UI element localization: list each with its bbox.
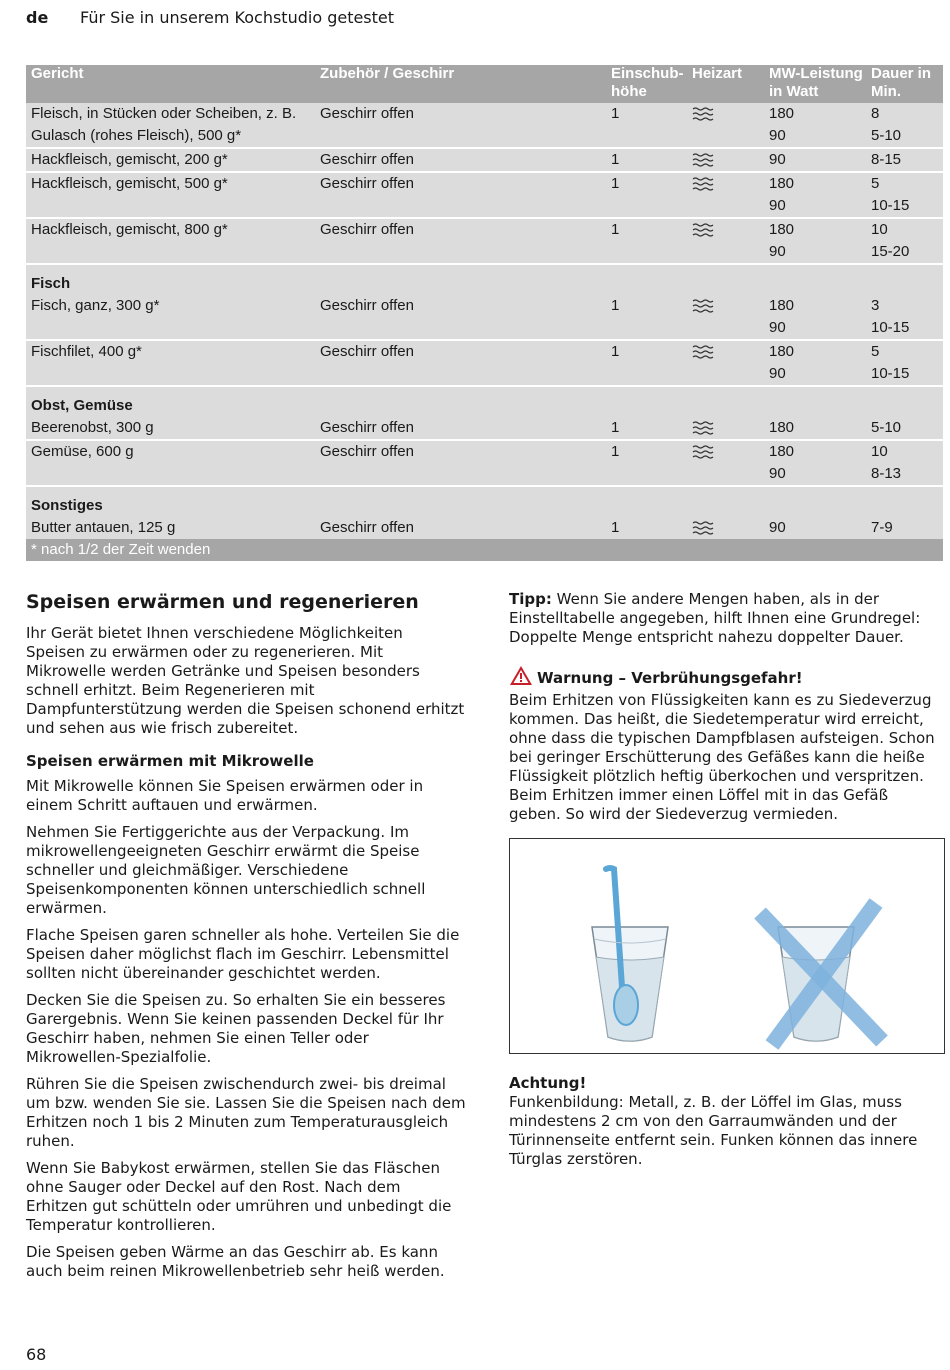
accessory-cell: Geschirr offen xyxy=(320,519,414,536)
duration-cell: 8-15 xyxy=(871,151,902,168)
table-row xyxy=(26,217,943,263)
microwave-waves-icon xyxy=(692,421,714,435)
accessory-cell: Geschirr offen xyxy=(320,175,414,192)
microwave-waves-icon xyxy=(692,107,714,121)
shelf-cell: 1 xyxy=(611,175,620,192)
table-row-line xyxy=(26,219,943,241)
body-paragraph: Rühren Sie die Speisen zwischendurch zwei- bis dreimal um bzw. wenden Sie sie. Lassen Sie die Speisen nach dem Erhitzen noch 1 bis 2 Minuten zum Temperaturausgleich ruhen. xyxy=(26,1075,466,1150)
section-heading: Speisen erwärmen und regenerieren xyxy=(26,591,419,613)
duration-cell: 10-15 xyxy=(871,319,910,336)
warning-heading xyxy=(509,665,943,691)
table-row xyxy=(26,517,943,539)
col-heat: Heizart xyxy=(692,65,743,82)
page-number: 68 xyxy=(26,1345,47,1364)
dish-cell: Hackfleisch, gemischt, 200 g* xyxy=(31,151,228,168)
page-header xyxy=(26,8,395,27)
duration-cell: 10 xyxy=(871,221,888,238)
section-title: Fisch xyxy=(31,275,71,292)
paragraph-list xyxy=(26,777,466,1281)
mw-cell: 180 xyxy=(769,419,795,436)
accessory-cell: Geschirr offen xyxy=(320,343,414,360)
mw-cell: 180 xyxy=(769,343,795,360)
microwave-waves-icon xyxy=(692,445,714,459)
mw-cell: 90 xyxy=(769,243,786,260)
shelf-cell: 1 xyxy=(611,443,620,460)
table-row xyxy=(26,339,943,385)
warning-triangle-icon xyxy=(509,665,533,691)
table-row xyxy=(26,103,943,147)
dish-cell: Hackfleisch, gemischt, 500 g* xyxy=(31,175,228,192)
col-dish: Gericht xyxy=(31,65,84,82)
duration-cell: 8-13 xyxy=(871,465,902,482)
section-title: Sonstiges xyxy=(31,497,103,514)
duration-cell: 10-15 xyxy=(871,365,910,382)
mw-cell: 180 xyxy=(769,175,795,192)
table-row-line xyxy=(26,341,943,363)
mw-cell: 180 xyxy=(769,297,795,314)
table-row-line xyxy=(26,517,943,539)
mw-cell: 180 xyxy=(769,221,795,238)
warning-title: Warnung – Verbrühungsgefahr! xyxy=(537,668,803,687)
dish-cell: Fischfilet, 400 g* xyxy=(31,343,142,360)
language-tag: de xyxy=(26,8,49,27)
table-row-line xyxy=(26,195,943,217)
shelf-cell: 1 xyxy=(611,519,620,536)
mw-cell: 90 xyxy=(769,465,786,482)
tip-text: Wenn Sie andere Mengen haben, als in der Einstelltabelle angegeben, hilft Ihnen eine Grundregel: Doppelte Menge entspricht nahezu doppelter Dauer. xyxy=(509,590,921,646)
caution-title: Achtung! xyxy=(509,1074,587,1092)
duration-cell: 7-9 xyxy=(871,519,893,536)
microwave-waves-icon xyxy=(692,345,714,359)
mw-cell: 180 xyxy=(769,105,795,122)
body-paragraph: Wenn Sie Babykost erwärmen, stellen Sie das Fläschen ohne Sauger oder Deckel auf den Rost. Nach dem Erhitzen gut schütteln oder umrühren und unbedingt die Temperatur kontrollieren. xyxy=(26,1159,452,1234)
table-section-heading xyxy=(26,385,943,417)
microwave-waves-icon xyxy=(692,521,714,535)
cooking-table xyxy=(26,65,943,561)
table-row-line xyxy=(26,463,943,485)
table-row-line xyxy=(26,149,943,171)
caution-block xyxy=(509,1074,943,1169)
duration-cell: 15-20 xyxy=(871,243,910,260)
table-row xyxy=(26,417,943,439)
mw-cell: 180 xyxy=(769,443,795,460)
glass-spoon-illustration xyxy=(509,838,945,1054)
table-section-heading xyxy=(26,485,943,517)
section-title: Obst, Gemüse xyxy=(31,397,133,414)
dish-cell: Beerenobst, 300 g xyxy=(31,419,154,436)
shelf-cell: 1 xyxy=(611,151,620,168)
accessory-cell: Geschirr offen xyxy=(320,419,414,436)
duration-cell: 3 xyxy=(871,297,880,314)
body-paragraph: Nehmen Sie Fertiggerichte aus der Verpackung. Im mikrowellengeeigneten Geschirr erwärmt die Speise schneller und gleichmäßiger. Verschiedene Speisenkomponenten können unterschiedlich schnell erwärmen. xyxy=(26,823,426,917)
shelf-cell: 1 xyxy=(611,343,620,360)
dish-cell: Gemüse, 600 g xyxy=(31,443,134,460)
mw-cell: 90 xyxy=(769,365,786,382)
body-paragraph: Decken Sie die Speisen zu. So erhalten Sie ein besseres Garergebnis. Wenn Sie keinen passenden Deckel für Ihr Geschirr haben, nehmen Sie einen Teller oder Mikrowellen-Spezialfolie. xyxy=(26,991,446,1066)
accessory-cell: Geschirr offen xyxy=(320,443,414,460)
accessory-cell: Geschirr offen xyxy=(320,105,414,122)
body-paragraph: Mit Mikrowelle können Sie Speisen erwärmen oder in einem Schritt auftauen und erwärmen. xyxy=(26,777,424,814)
table-row-line xyxy=(26,441,943,463)
col-mw: MW-Leistung in Watt xyxy=(769,65,863,100)
mw-cell: 90 xyxy=(769,151,786,168)
duration-cell: 5-10 xyxy=(871,419,902,436)
table-section-heading xyxy=(26,263,943,295)
microwave-waves-icon xyxy=(692,223,714,237)
left-column xyxy=(26,590,466,1289)
mw-cell: 90 xyxy=(769,519,786,536)
mw-cell: 90 xyxy=(769,197,786,214)
microwave-waves-icon xyxy=(692,299,714,313)
dish-cell: Fleisch, in Stücken oder Scheiben, z. B. xyxy=(31,105,297,122)
accessory-cell: Geschirr offen xyxy=(320,151,414,168)
table-row xyxy=(26,439,943,485)
accessory-cell: Geschirr offen xyxy=(320,221,414,238)
table-row xyxy=(26,295,943,339)
accessory-cell: Geschirr offen xyxy=(320,297,414,314)
glass-with-spoon xyxy=(592,868,668,1041)
duration-cell: 8 xyxy=(871,105,880,122)
table-row-line xyxy=(26,173,943,195)
table-row-line xyxy=(26,103,943,125)
table-body xyxy=(26,103,943,539)
microwave-waves-icon xyxy=(692,177,714,191)
dish-cell: Hackfleisch, gemischt, 800 g* xyxy=(31,221,228,238)
duration-cell: 10 xyxy=(871,443,888,460)
table-header xyxy=(26,65,943,103)
warning-text: Beim Erhitzen von Flüssigkeiten kann es zu Siedeverzug kommen. Das heißt, die Siedetemperatur wird erreicht, ohne dass die typischen Dampfblasen aufsteigen. Schon bei geringer Erschütterung des Gefäßes kann die heiße Flüssigkeit plötzlich heftig überkochen und verspritzen. Beim Erhitzen immer einen Löffel mit in das Gefäß geben. So wird der Siedeverzug vermieden. xyxy=(509,691,935,823)
intro-paragraph: Ihr Gerät bietet Ihnen verschiedene Möglichkeiten Speisen zu erwärmen oder zu regenerieren. Mit Mikrowelle werden Getränke und Speisen besonders schnell erhitzt. Beim Regenerieren mit Dampfunterstützung werden die Speisen schonend erhitzt und sehen aus wie frisch zubereitet. xyxy=(26,624,465,737)
table-row-line xyxy=(26,417,943,439)
body-paragraph: Flache Speisen garen schneller als hohe. Verteilen Sie die Speisen daher möglichst flach im Geschirr. Lebensmittel sollten nicht übereinander geschichtet werden. xyxy=(26,926,460,982)
tip-paragraph xyxy=(509,590,943,647)
table-row-line xyxy=(26,241,943,263)
caution-text: Funkenbildung: Metall, z. B. der Löffel im Glas, muss mindestens 2 cm von den Garraumwänden und der Türinnenseite entfernt sein. Funken können das innere Türglas zerstören. xyxy=(509,1093,918,1168)
shelf-cell: 1 xyxy=(611,419,620,436)
dish-cell: Fisch, ganz, 300 g* xyxy=(31,297,160,314)
mw-cell: 90 xyxy=(769,319,786,336)
table-row-line xyxy=(26,125,943,147)
subheading: Speisen erwärmen mit Mikrowelle xyxy=(26,752,314,770)
table-row xyxy=(26,147,943,171)
shelf-cell: 1 xyxy=(611,105,620,122)
table-row-line xyxy=(26,295,943,317)
duration-cell: 5-10 xyxy=(871,127,902,144)
tip-label: Tipp: xyxy=(509,590,552,608)
shelf-cell: 1 xyxy=(611,221,620,238)
col-accessory: Zubehör / Geschirr xyxy=(320,65,455,82)
table-row-line xyxy=(26,317,943,339)
right-column xyxy=(509,590,943,1169)
table-footnote: * nach 1/2 der Zeit wenden xyxy=(26,539,943,561)
microwave-waves-icon xyxy=(692,153,714,167)
table-row xyxy=(26,171,943,217)
table-row-line xyxy=(26,363,943,385)
col-duration: Dauer in Min. xyxy=(871,65,932,100)
mw-cell: 90 xyxy=(769,127,786,144)
body-paragraph: Die Speisen geben Wärme an das Geschirr ab. Es kann auch beim reinen Mikrowellenbetrieb sehr heiß werden. xyxy=(26,1243,445,1280)
duration-cell: 5 xyxy=(871,343,880,360)
header-title: Für Sie in unserem Kochstudio getestet xyxy=(80,8,395,27)
duration-cell: 10-15 xyxy=(871,197,910,214)
dish-cell-continued: Gulasch (rohes Fleisch), 500 g* xyxy=(31,127,242,144)
duration-cell: 5 xyxy=(871,175,880,192)
col-shelf: Einschub- höhe xyxy=(611,65,684,100)
dish-cell: Butter antauen, 125 g xyxy=(31,519,176,536)
shelf-cell: 1 xyxy=(611,297,620,314)
